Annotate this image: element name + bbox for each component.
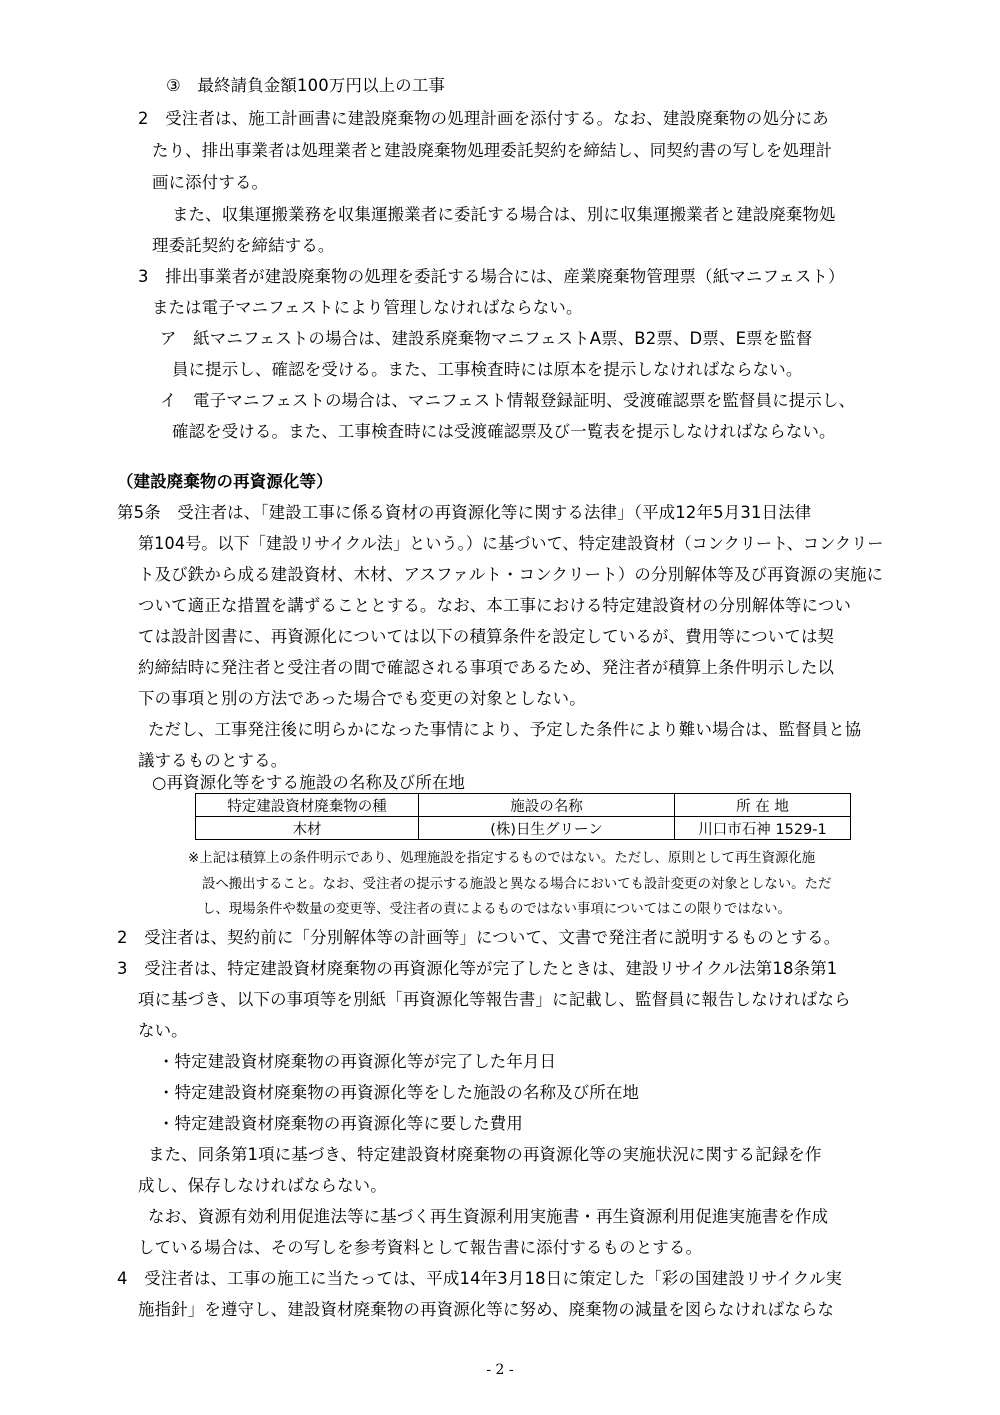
para-4-line: 4 受注者は、工事の施工に当たっては、平成14年3月18日に策定した「彩の国建設リサイクル実: [117, 1269, 843, 1288]
table-cell: (株)日生グリーン: [419, 817, 675, 840]
item-i-line: イ 電子マニフェストの場合は、マニフェスト情報登録証明、受渡確認票を監督員に提示し、: [160, 391, 856, 410]
table-note-line: し、現場条件や数量の変更等、受注者の責によるものではない事項についてはこの限りではない。: [202, 902, 791, 917]
table-header-cell: 特定建設資材廃棄物の種: [196, 794, 419, 817]
bullet-item: ・特定建設資材廃棄物の再資源化等が完了した年月日: [158, 1052, 557, 1071]
para-3-report-line: 項に基づき、以下の事項等を別紙「再資源化等報告書」に記載し、監督員に報告しなければなら: [138, 990, 851, 1009]
para-2-line: 理委託契約を締結する。: [152, 236, 335, 255]
article-5-line: 第5条 受注者は、「建設工事に係る資材の再資源化等に関する法律」（平成12年5月31日法律: [117, 503, 812, 522]
article-5-line: ついて適正な措置を講ずることとする。なお、本工事における特定建設資材の分別解体等につい: [138, 596, 852, 615]
bullet-item: ・特定建設資材廃棄物の再資源化等をした施設の名称及び所在地: [158, 1083, 640, 1102]
article-5-line: 約締結時に発注者と受注者の間で確認される事項であるため、発注者が積算上条件明示した以: [138, 658, 835, 677]
table-header-cell: 施設の名称: [419, 794, 675, 817]
para-note-line: している場合は、その写しを参考資料として報告書に添付するものとする。: [138, 1238, 703, 1257]
table-note-line: 設へ搬出すること。なお、受注者の提示する施設と異なる場合においても設計変更の対象としない。ただ: [202, 877, 832, 892]
facility-table: [195, 793, 851, 840]
para-2-line: 画に添付する。: [152, 173, 269, 192]
facility-list-title: ○再資源化等をする施設の名称及び所在地: [152, 773, 466, 792]
item-i-line: 確認を受ける。また、工事検査時には受渡確認票及び一覧表を提示しなければならない。: [172, 422, 836, 441]
para-3-report-line: 3 受注者は、特定建設資材廃棄物の再資源化等が完了したときは、建設リサイクル法第18条第1: [117, 959, 838, 978]
para-3-report-line: ない。: [138, 1021, 188, 1040]
item-a-line: ア 紙マニフェストの場合は、建設系廃棄物マニフェストA票、B2票、D票、E票を監督: [160, 329, 813, 348]
article-5-line: ただし、工事発注後に明らかになった事情により、予定した条件により難い場合は、監督員と協: [148, 720, 862, 739]
para-record-line: また、同条第1項に基づき、特定建設資材廃棄物の再資源化等の実施状況に関する記録を作: [148, 1145, 822, 1164]
article-5-line: ては設計図書に、再資源化については以下の積算条件を設定しているが、費用等については契: [138, 627, 835, 646]
para-2-line: たり、排出事業者は処理業者と建設廃棄物処理委託契約を締結し、同契約書の写しを処理計: [152, 141, 833, 160]
para-4-line: 施指針」を遵守し、建設資材廃棄物の再資源化等に努め、廃棄物の減量を図らなければならな: [138, 1300, 835, 1319]
item-3-condition: ③ 最終請負金額100万円以上の工事: [166, 76, 446, 95]
para-3-line: または電子マニフェストにより管理しなければならない。: [152, 298, 583, 317]
para-2-line: また、収集運搬業務を収集運搬業者に委託する場合は、別に収集運搬業者と建設廃棄物処: [172, 205, 836, 224]
table-cell: 川口市石神 1529-1: [675, 817, 851, 840]
article-5-line: ト及び鉄から成る建設資材、木材、アスファルト・コンクリート）の分別解体等及び再資源の実施に: [138, 565, 884, 584]
item-a-line: 員に提示し、確認を受ける。また、工事検査時には原本を提示しなければならない。: [172, 360, 803, 379]
table-header-cell: 所 在 地: [675, 794, 851, 817]
article-5-line: 下の事項と別の方法であった場合でも変更の対象としない。: [138, 689, 586, 708]
para-record-line: 成し、保存しなければならない。: [138, 1176, 387, 1195]
table-note-line: ※上記は積算上の条件明示であり、処理施設を指定するものではない。ただし、原則として再生資源化施: [188, 851, 816, 866]
para-2-explain: 2 受注者は、契約前に「分別解体等の計画等」について、文書で発注者に説明するものとする。: [117, 928, 841, 947]
para-3-line: 3 排出事業者が建設廃棄物の処理を委託する場合には、産業廃棄物管理票（紙マニフェスト）: [138, 267, 845, 286]
article-5-line: 第104号。以下「建設リサイクル法」という。）に基づいて、特定建設資材（コンクリート、コンクリー: [138, 534, 884, 553]
article-5-line: 議するものとする。: [138, 751, 288, 770]
table-header-row: [196, 794, 851, 817]
table-cell: 木材: [196, 817, 419, 840]
section-heading: （建設廃棄物の再資源化等）: [117, 472, 333, 491]
bullet-item: ・特定建設資材廃棄物の再資源化等に要した費用: [158, 1114, 523, 1133]
para-2-line: 2 受注者は、施工計画書に建設廃棄物の処理計画を添付する。なお、建設廃棄物の処分にあ: [138, 109, 829, 128]
table-row: [196, 817, 851, 840]
para-note-line: なお、資源有効利用促進法等に基づく再生資源利用実施書・再生資源利用促進実施書を作成: [148, 1207, 829, 1226]
page-number: - 2 -: [486, 1362, 514, 1378]
